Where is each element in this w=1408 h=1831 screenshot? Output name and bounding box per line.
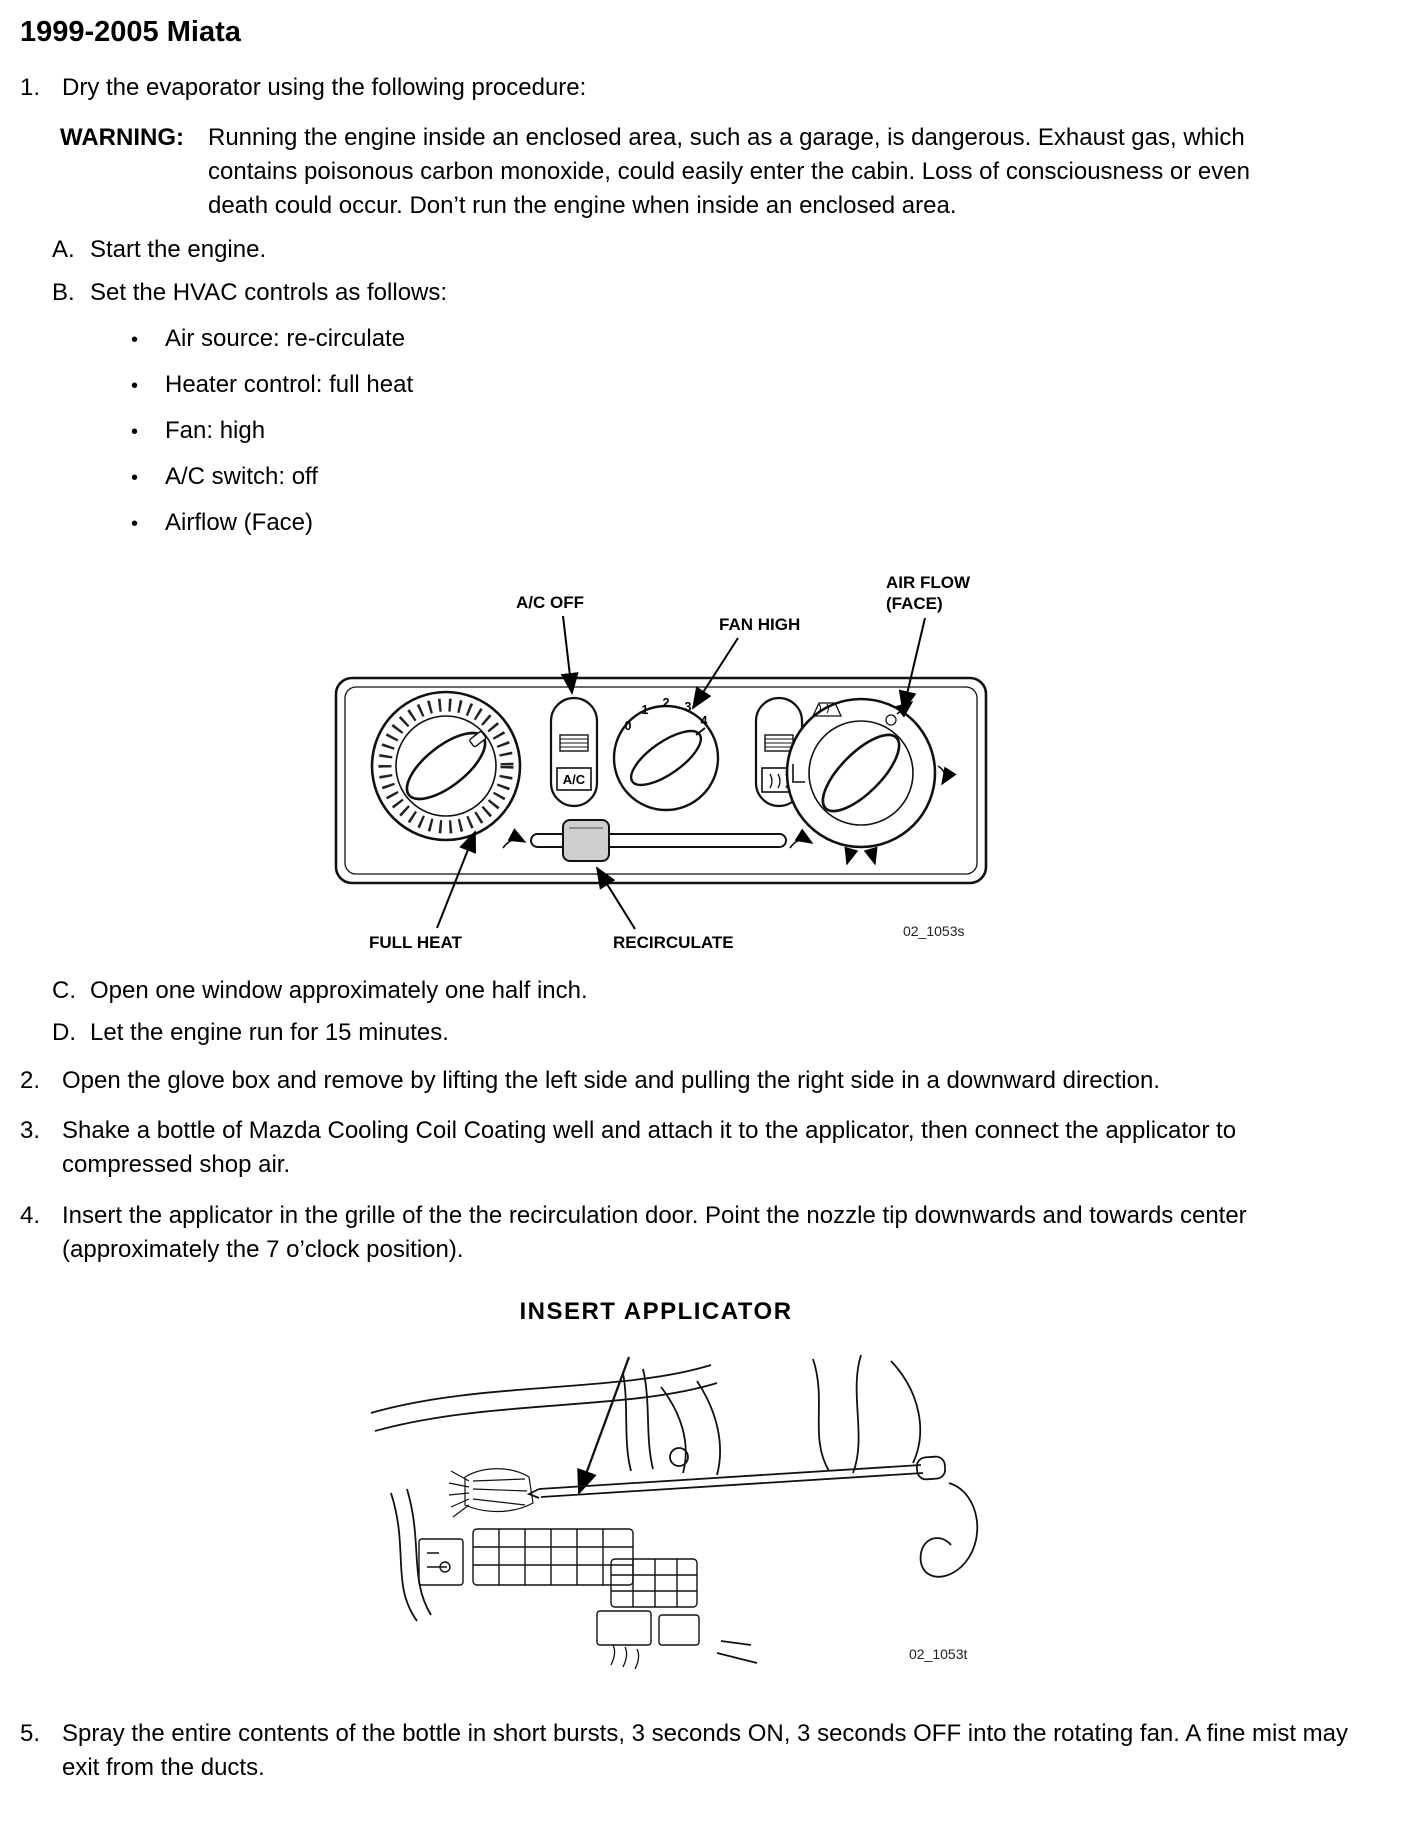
list-item-text: A/C switch: off <box>165 462 318 490</box>
insert-applicator-figure <box>20 1353 1362 1703</box>
list-item <box>131 414 1362 448</box>
wiring-bundle <box>449 1468 533 1516</box>
fan-speed-0: 0 <box>624 719 632 734</box>
arrow-ac-off <box>563 616 572 693</box>
substep-c-text: Open one window approximately one half inch. <box>90 977 588 1005</box>
figure1-id: 02_1053s <box>903 923 965 940</box>
figure2-caption: INSERT APPLICATOR <box>519 1297 793 1325</box>
substep-d-text: Let the engine run for 15 minutes. <box>90 1019 449 1047</box>
step-4-text: Insert the applicator in the grille of the the recirculation door. Point the nozzle tip downwards and towards center (approximately the 7 o’clock position). <box>62 1201 1247 1263</box>
heater-dial <box>372 692 520 840</box>
bullet-icon <box>131 506 165 540</box>
list-item <box>131 460 1362 494</box>
bullet-icon <box>131 322 165 356</box>
foot-mode-icon <box>938 766 945 784</box>
warning-label: WARNING: <box>60 124 184 152</box>
step-3-text: Shake a bottle of Mazda Cooling Coil Coating well and attach it to the applicator, then connect the applicator to compressed shop air. <box>62 1117 1237 1179</box>
step-2-number: 2. <box>20 1067 41 1095</box>
dash-structure-lines <box>371 1355 920 1475</box>
callout-fan-high: FAN HIGH <box>719 615 801 635</box>
substep-c <box>52 974 1362 1008</box>
hvac-settings-list <box>131 322 1362 540</box>
step-4 <box>20 1199 1362 1267</box>
substep-b-text: Set the HVAC controls as follows: <box>90 278 448 306</box>
warning-block <box>60 121 1362 223</box>
callout-air-flow: AIR FLOW <box>886 573 971 593</box>
hvac-panel-figure <box>20 558 1362 966</box>
list-item <box>131 368 1362 402</box>
arrow-fan-high <box>693 638 738 708</box>
warning-text: Running the engine inside an enclosed area, such as a garage, is dangerous. Exhaust gas, which contains poisonous carbon monoxide, could easily enter the cabin. Loss of consciousness or even death could occur. Don’t run the engine when inside an enclosed area. <box>208 124 1250 220</box>
callout-air-flow-face: (FACE) <box>886 594 943 614</box>
ac-label: A/C <box>562 772 586 788</box>
step-5 <box>20 1717 1362 1785</box>
connector-blocks <box>419 1529 699 1645</box>
list-item-text: Airflow (Face) <box>165 508 314 536</box>
bullet-icon <box>131 368 165 402</box>
fan-speed-3: 3 <box>684 700 692 715</box>
fan-speed-4: 4 <box>700 714 708 729</box>
step-4-number: 4. <box>20 1201 41 1229</box>
step-5-number: 5. <box>20 1719 41 1747</box>
list-item <box>131 322 1362 356</box>
arrow-insert-applicator <box>579 1357 629 1493</box>
fan-speed-2: 2 <box>662 696 670 711</box>
airflow-mode-dial <box>787 699 945 864</box>
step-1 <box>20 71 1362 105</box>
fresh-air-icon <box>790 840 812 848</box>
substep-d <box>52 1016 1362 1050</box>
callout-recirculate: RECIRCULATE <box>613 933 734 953</box>
callout-ac-off: A/C OFF <box>516 593 584 613</box>
step-5-text: Spray the entire contents of the bottle in short bursts, 3 seconds ON, 3 seconds OFF into the rotating fan. A fine mist may exit from the ducts. <box>62 1719 1348 1781</box>
arrow-air-flow <box>903 618 925 711</box>
lower-structure-lines <box>391 1489 757 1669</box>
list-item-text: Fan: high <box>165 416 266 444</box>
step-3 <box>20 1114 1362 1182</box>
step-3-number: 3. <box>20 1117 41 1145</box>
substep-d-letter: D. <box>52 1019 76 1047</box>
substep-a-text: Start the engine. <box>90 236 267 264</box>
step-2 <box>20 1064 1362 1098</box>
fan-dial <box>614 696 718 810</box>
insert-applicator-drawing <box>361 1353 1021 1693</box>
fan-speed-1: 1 <box>641 703 649 718</box>
page-title: 1999-2005 Miata <box>20 16 241 48</box>
step-2-text: Open the glove box and remove by lifting the left side and pulling the right side in a downward direction. <box>62 1067 1160 1095</box>
list-item-text: Heater control: full heat <box>165 370 414 398</box>
callout-full-heat: FULL HEAT <box>369 933 462 953</box>
figure2-id: 02_1053t <box>909 1645 968 1662</box>
hook-bracket <box>921 1483 978 1577</box>
slider-knob <box>563 820 609 861</box>
recirc-air-icon <box>503 840 525 848</box>
substep-c-letter: C. <box>52 977 76 1005</box>
hvac-panel-drawing <box>241 558 1141 956</box>
bullet-icon <box>131 414 165 448</box>
substep-b-letter: B. <box>52 278 75 306</box>
applicator-rod <box>529 1456 946 1498</box>
ac-button <box>551 698 597 806</box>
recirculate-slider <box>503 820 812 861</box>
bilevel-mode-icon <box>847 850 875 864</box>
list-item <box>131 506 1362 540</box>
step-1-text: Dry the evaporator using the following procedure: <box>62 74 587 102</box>
step-1-number: 1. <box>20 74 41 102</box>
substep-a <box>52 233 1362 267</box>
arrow-recirculate <box>597 868 635 929</box>
substep-b <box>52 276 1362 310</box>
bullet-icon <box>131 460 165 494</box>
substep-a-letter: A. <box>52 236 75 264</box>
arrow-full-heat <box>437 832 475 928</box>
list-item-text: Air source: re-circulate <box>165 324 406 352</box>
